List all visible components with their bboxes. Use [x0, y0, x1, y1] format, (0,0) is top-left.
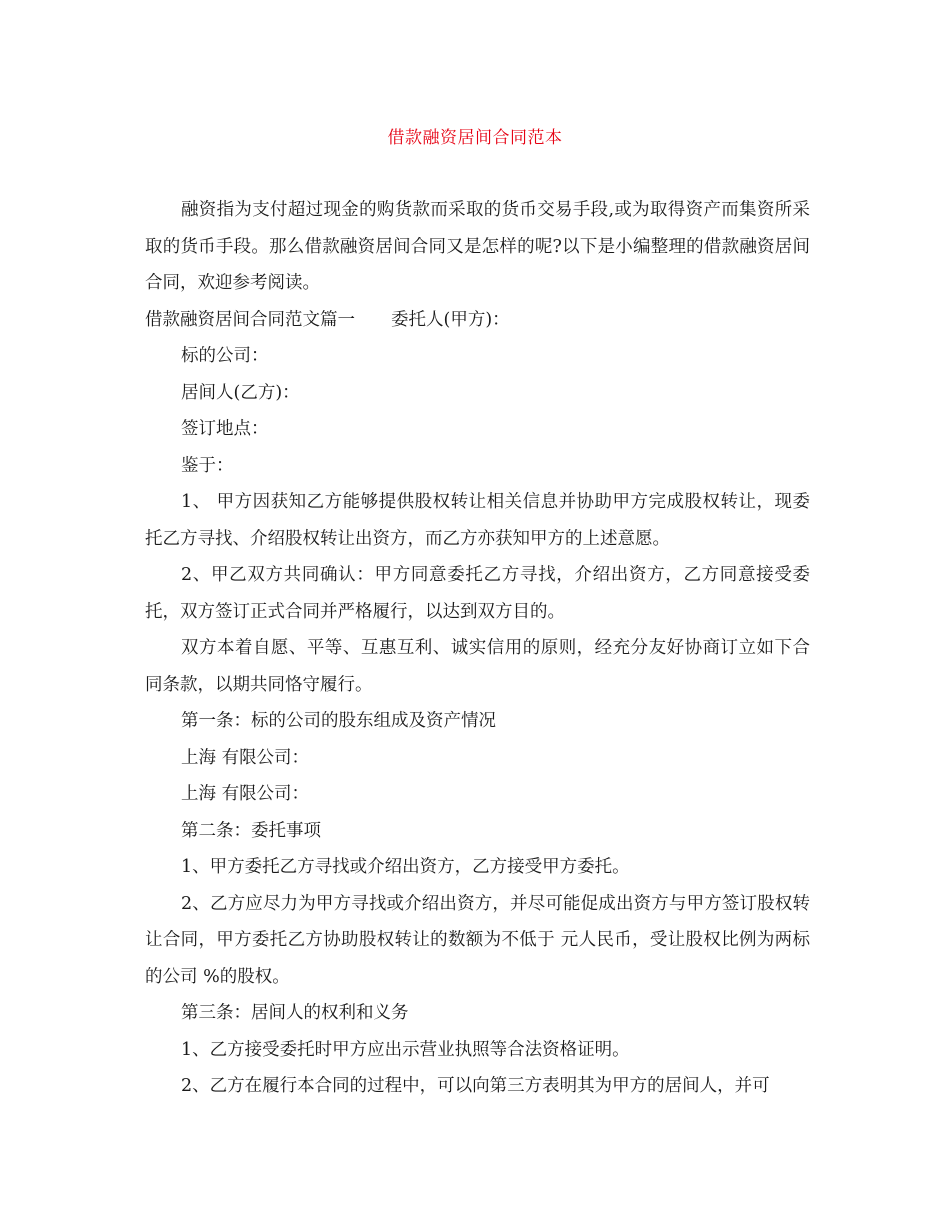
article-2-clause-1: 1、甲方委托乙方寻找或介绍出资方，乙方接受甲方委托。 [181, 857, 630, 877]
company-1-label: 上海 有限公司： [181, 747, 310, 768]
article-2-heading: 第二条：委托事项 [181, 820, 321, 841]
section-heading-line [145, 302, 810, 339]
party-b-label: 居间人(乙方)： [181, 382, 300, 403]
whereas-label: 鉴于： [181, 455, 234, 476]
company-2-label: 上海 有限公司： [181, 784, 310, 804]
target-company-label: 标的公司： [181, 346, 269, 366]
principles-paragraph: 双方本着自愿、平等、互惠互利、诚实信用的原则，经充分友好协商订立如下合同条款，以期共同恪守履行。 [145, 638, 810, 695]
whereas-clause-2: 2、甲乙双方共同确认：甲方同意委托乙方寻找，介绍出资方，乙方同意接受委托，双方签订正式合同并严格履行，以达到双方目的。 [145, 565, 810, 622]
article-1-heading: 第一条：标的公司的股东组成及资产情况 [181, 711, 496, 731]
section-heading: 借款融资居间合同范文篇一 [145, 309, 355, 330]
signing-place-label: 签订地点： [181, 419, 269, 439]
article-3-clause-1: 1、乙方接受委托时甲方应出示营业执照等合法资格证明。 [181, 1039, 630, 1060]
intro-paragraph: 融资指为支付超过现金的购货款而采取的货币交易手段,或为取得资产而集资所采取的货币手段。那么借款融资居间合同又是怎样的呢?以下是小编整理的借款融资居间合同，欢迎参考阅读。 [145, 200, 810, 293]
document-title: 借款融资居间合同范本 [387, 128, 563, 148]
article-3-clause-2: 2、乙方在履行本合同的过程中，可以向第三方表明其为甲方的居间人，并可 [181, 1076, 770, 1096]
party-a-label: 委托人(甲方)： [391, 309, 510, 330]
whereas-clause-1: 1、 甲方因获知乙方能够提供股权转让相关信息并协助甲方完成股权转让，现委托乙方寻找、介绍股权转让出资方，而乙方亦获知甲方的上述意愿。 [145, 492, 810, 549]
article-3-heading: 第三条：居间人的权利和义务 [181, 1003, 409, 1023]
article-2-clause-2: 2、乙方应尽力为甲方寻找或介绍出资方，并尽可能促成出资方与甲方签订股权转让合同，甲方委托乙方协助股权转让的数额为不低于 元人民币，受让股权比例为两标的公司 %的股权。 [145, 893, 810, 987]
document-body [145, 192, 810, 1105]
